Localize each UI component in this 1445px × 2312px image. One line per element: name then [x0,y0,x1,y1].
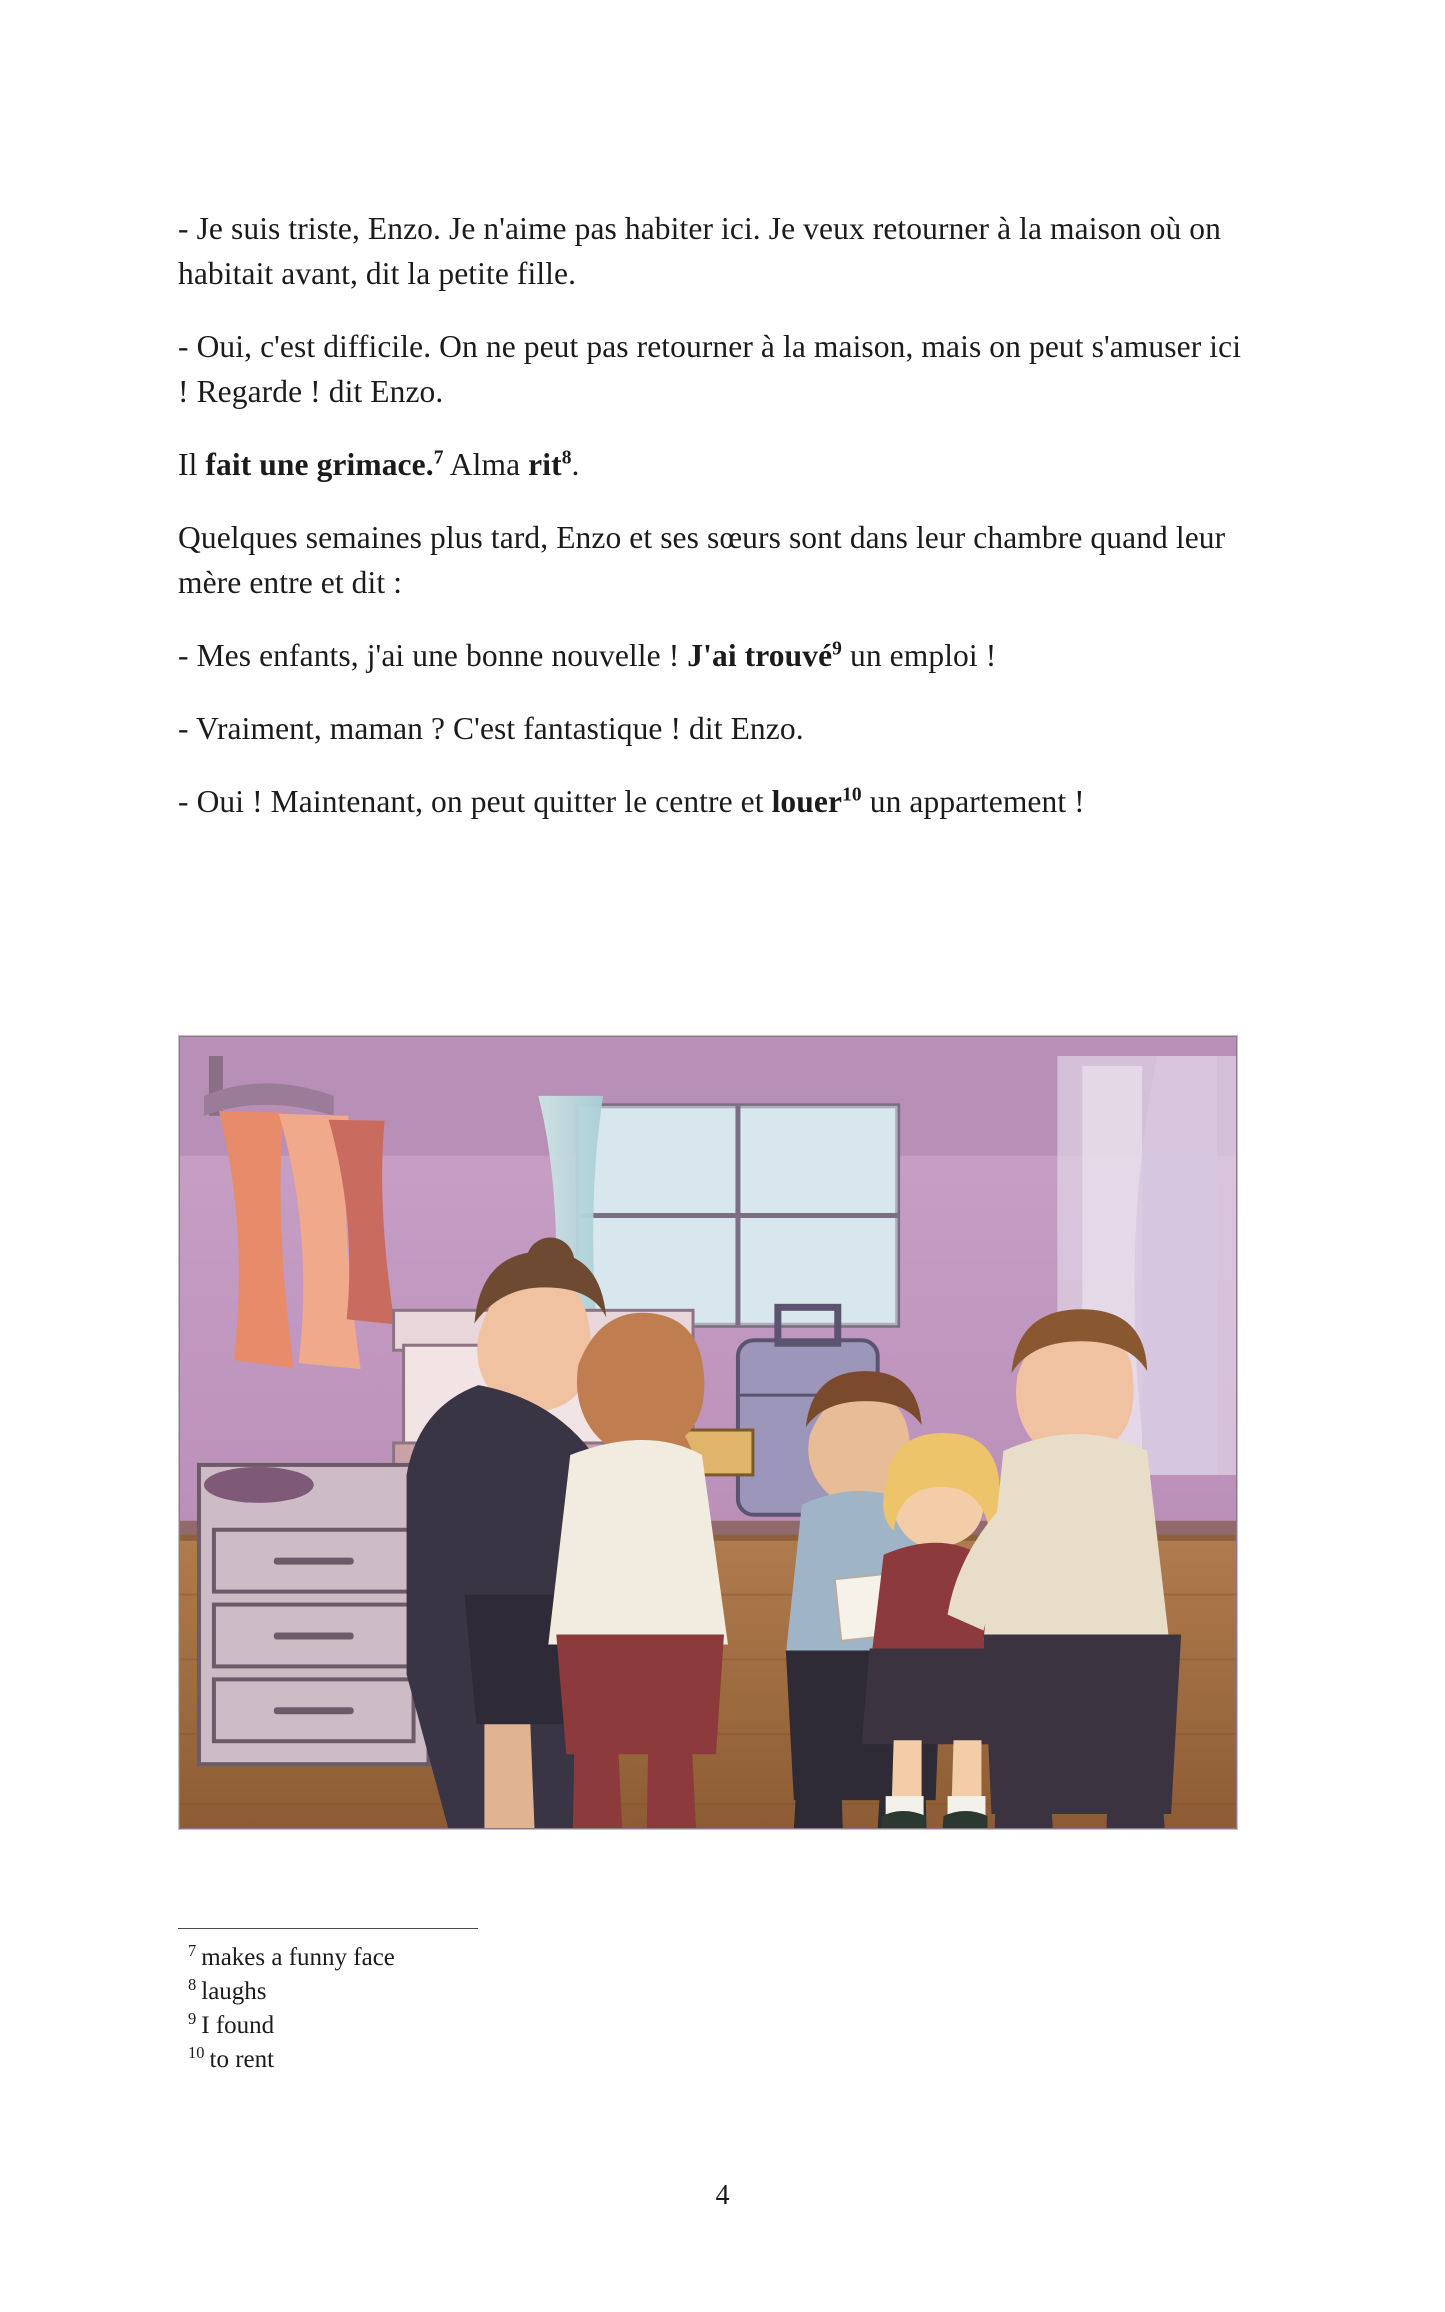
paragraph-1-text: - Je suis triste, Enzo. Je n'aime pas habiter ici. Je veux retourner à la maison où on habitait avant, dit la petite fille. [178,211,1221,292]
footnote-ref-9: 9 [832,638,843,660]
illustration-artwork [179,1036,1237,1829]
paragraph-3-bold-b: rit [528,447,562,483]
footnote-ref-10: 10 [842,784,862,806]
page-number: 4 [715,2180,730,2211]
paragraph-5-bold: J'ai trouvé [687,638,833,674]
paragraph-3-bold-a: fait une grimace. [205,447,434,483]
footnote-number-8: 8 [188,1974,197,1994]
paragraph-1 [178,206,1256,296]
paragraph-7 [178,779,1256,824]
paragraph-7-bold: louer [771,784,843,820]
footnote-text-10: to rent [209,2046,275,2073]
paragraph-5-text-a: - Mes enfants, j'ai une bonne nouvelle ! [178,638,688,674]
footnote-number-9: 9 [188,2008,197,2028]
footnotes [178,1928,878,2077]
footnote-text-9: I found [201,2012,275,2039]
paragraph-3-text-c: . [571,447,580,483]
paragraph-3-text-b: Alma [443,447,529,483]
paragraph-5-text-b: un emploi ! [842,638,997,674]
paragraph-7-text-b: un appartement ! [861,784,1085,820]
body-text [178,206,1256,824]
footnote-item-7 [178,1941,878,1975]
footnote-ref-8: 8 [561,447,572,469]
paragraph-3 [178,442,1256,487]
footnote-item-10 [178,2043,878,2077]
paragraph-4-text: Quelques semaines plus tard, Enzo et ses sœurs sont dans leur chambre quand leur mère entre et dit : [178,520,1226,601]
paragraph-5 [178,633,1256,678]
footnote-rule [178,1928,478,1929]
paragraph-4 [178,515,1256,605]
paragraph-6 [178,706,1256,751]
paragraph-2-text: - Oui, c'est difficile. On ne peut pas retourner à la maison, mais on peut s'amuser ici ! Regarde ! dit Enzo. [178,329,1242,410]
footnote-text-8: laughs [201,1978,267,2005]
paragraph-7-text-a: - Oui ! Maintenant, on peut quitter le centre et [178,784,772,820]
footnote-ref-7: 7 [433,447,444,469]
footnote-text-7: makes a funny face [201,1944,395,1971]
paragraph-2 [178,324,1256,414]
paragraph-3-text-a: Il [178,447,206,483]
footnote-item-8 [178,1975,878,2009]
paragraph-6-text: - Vraiment, maman ? C'est fantastique ! dit Enzo. [178,711,804,747]
footnote-number-7: 7 [188,1940,197,1960]
footnote-item-9 [178,2009,878,2043]
footnote-number-10: 10 [188,2042,205,2062]
illustration [178,1035,1238,1830]
